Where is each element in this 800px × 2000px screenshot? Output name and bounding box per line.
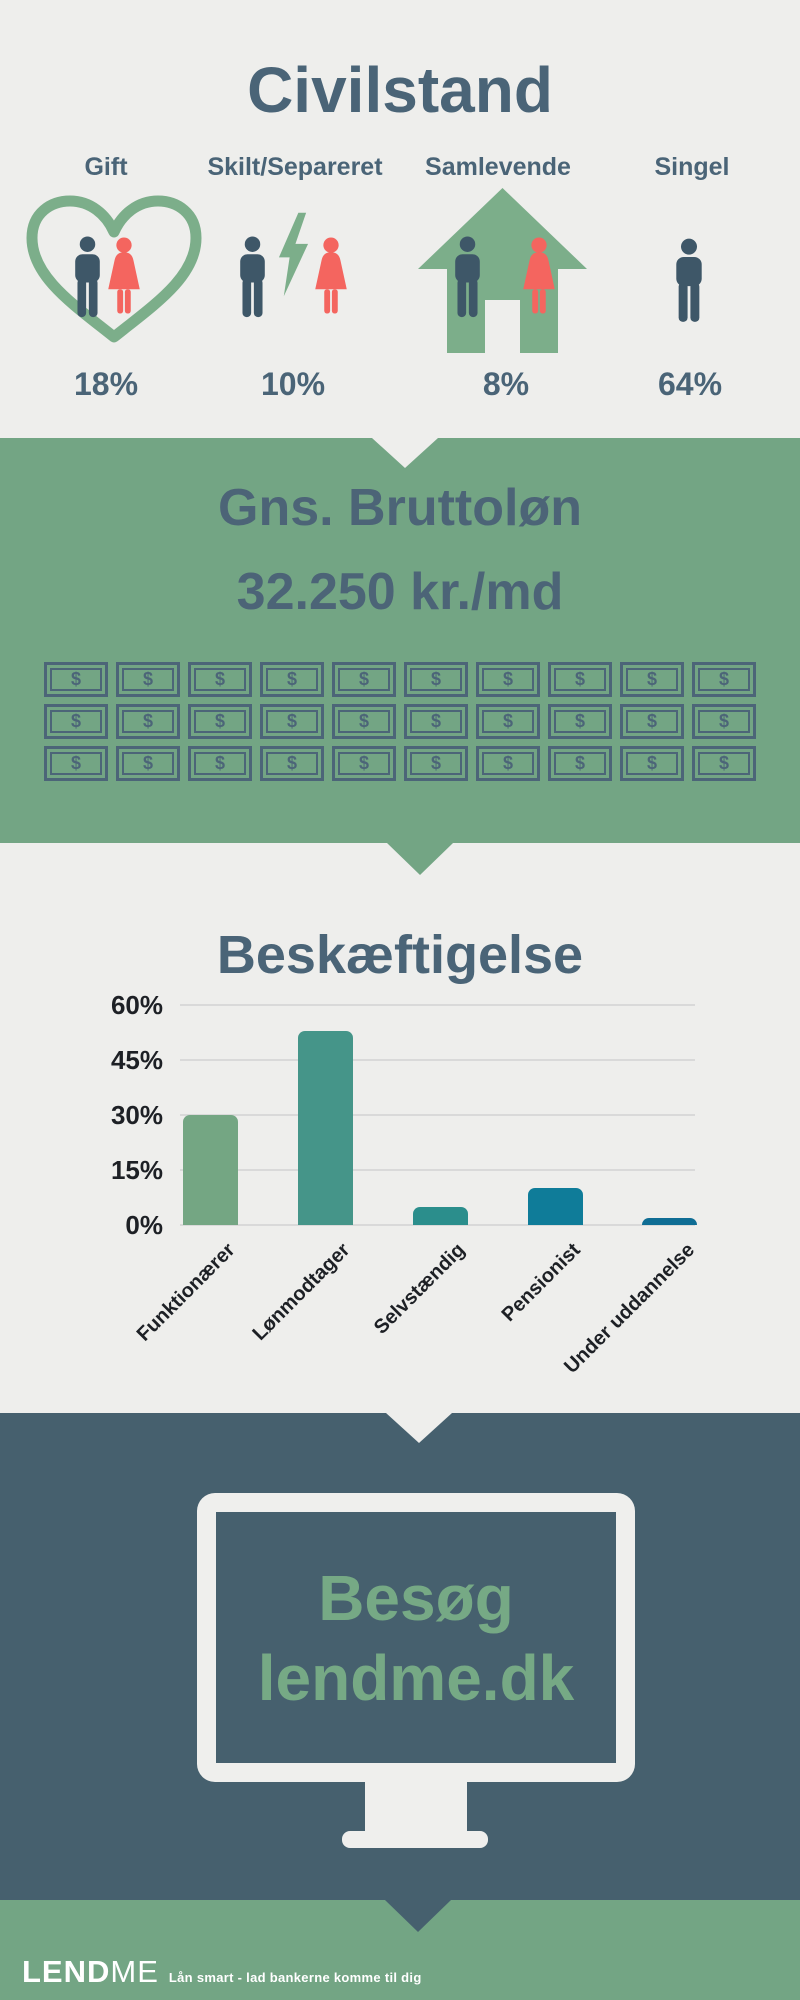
chart-gridline — [180, 1059, 695, 1061]
chart-gridline — [180, 1004, 695, 1006]
dollar-bill-icon: $ — [260, 662, 324, 697]
salary-heading-line1: Gns. Bruttoløn — [218, 479, 582, 537]
logo-tagline: Lån smart - lad bankerne komme til dig — [168, 1970, 422, 1985]
dollar-bill-icon: $ — [44, 746, 108, 781]
chart-gridline — [180, 1114, 695, 1116]
dollar-bill-icon: $ — [332, 662, 396, 697]
category-label-gift: Gift — [84, 153, 128, 181]
money-grid — [0, 662, 800, 781]
dollar-bill-icon: $ — [404, 704, 468, 739]
y-axis-tick-label: 15% — [110, 1155, 163, 1185]
section-divider-arrow-icon — [385, 1900, 451, 1932]
dollar-bill-icon: $ — [188, 704, 252, 739]
percent-gift: 18% — [73, 366, 139, 402]
percent-skilt: 10% — [260, 366, 326, 402]
bar-chart — [0, 843, 800, 1413]
dollar-bill-icon: $ — [116, 662, 180, 697]
page-title: Civilstand — [247, 53, 553, 126]
section-cta — [0, 1413, 800, 1900]
chart-bar — [528, 1188, 583, 1225]
chart-bar — [642, 1218, 697, 1225]
chart-bar — [413, 1207, 468, 1225]
dollar-bill-icon: $ — [116, 704, 180, 739]
dollar-bill-icon: $ — [404, 746, 468, 781]
chart-bar — [183, 1115, 238, 1225]
dollar-bill-icon: $ — [620, 704, 684, 739]
section-divider-arrow-icon — [372, 438, 438, 468]
dollar-bill-icon: $ — [692, 662, 756, 697]
x-axis-tick-label: Pensionist — [497, 1239, 585, 1327]
cta-line1: Besøg — [318, 1561, 514, 1634]
chart-bar — [298, 1031, 353, 1225]
x-axis-tick-label: Funktionærer — [132, 1239, 240, 1346]
dollar-bill-icon: $ — [620, 746, 684, 781]
money-row — [44, 662, 756, 697]
percent-samlevende: 8% — [482, 366, 530, 402]
man-icon — [72, 236, 103, 318]
man-icon — [237, 236, 268, 318]
section-civilstand — [0, 0, 800, 438]
monitor-icon — [197, 1493, 635, 1782]
single-man-icon — [673, 238, 705, 323]
section-footer — [0, 1900, 800, 2000]
y-axis-tick-label: 0% — [125, 1210, 163, 1240]
lightning-icon — [277, 212, 310, 297]
house-icon — [418, 188, 587, 353]
category-label-samlevende: Samlevende — [425, 153, 571, 181]
dollar-bill-icon: $ — [332, 704, 396, 739]
dollar-bill-icon: $ — [404, 662, 468, 697]
woman-icon — [313, 237, 349, 318]
woman-icon — [521, 237, 557, 318]
dollar-bill-icon: $ — [548, 746, 612, 781]
section-salary — [0, 438, 800, 843]
section-employment — [0, 843, 800, 1413]
money-row — [44, 704, 756, 739]
category-label-skilt: Skilt/Separeret — [207, 153, 383, 181]
salary-heading-line2: 32.250 kr./md — [236, 563, 564, 621]
dollar-bill-icon: $ — [332, 746, 396, 781]
dollar-bill-icon: $ — [548, 662, 612, 697]
dollar-bill-icon: $ — [188, 662, 252, 697]
dollar-bill-icon: $ — [692, 746, 756, 781]
chart-gridline — [180, 1169, 695, 1171]
dollar-bill-icon: $ — [620, 662, 684, 697]
monitor-base — [342, 1831, 488, 1848]
logo-text-bold: LEND — [22, 1954, 111, 1989]
y-axis-tick-label: 60% — [110, 990, 163, 1020]
lendme-logo — [22, 1954, 422, 1990]
dollar-bill-icon: $ — [692, 704, 756, 739]
dollar-bill-icon: $ — [188, 746, 252, 781]
dollar-bill-icon: $ — [548, 704, 612, 739]
category-label-singel: Singel — [654, 153, 730, 181]
cta-line2: lendme.dk — [257, 1641, 575, 1714]
money-row — [44, 746, 756, 781]
x-axis-tick-label: Lønmodtager — [248, 1239, 355, 1345]
x-axis-tick-label: Under uddannelse — [559, 1239, 699, 1378]
man-icon — [452, 236, 483, 318]
monitor-stand — [365, 1780, 467, 1834]
woman-icon — [106, 237, 142, 318]
dollar-bill-icon: $ — [44, 704, 108, 739]
y-axis-tick-label: 45% — [110, 1045, 163, 1075]
section-divider-arrow-icon — [386, 1413, 452, 1443]
dollar-bill-icon: $ — [260, 704, 324, 739]
dollar-bill-icon: $ — [476, 704, 540, 739]
percent-singel: 64% — [657, 366, 723, 402]
logo-text-light: ME — [110, 1954, 159, 1989]
dollar-bill-icon: $ — [116, 746, 180, 781]
x-axis-tick-label: Selvstændig — [369, 1239, 470, 1339]
y-axis-tick-label: 30% — [110, 1100, 163, 1130]
dollar-bill-icon: $ — [44, 662, 108, 697]
dollar-bill-icon: $ — [476, 662, 540, 697]
dollar-bill-icon: $ — [260, 746, 324, 781]
chart-title: Beskæftigelse — [216, 924, 584, 985]
dollar-bill-icon: $ — [476, 746, 540, 781]
